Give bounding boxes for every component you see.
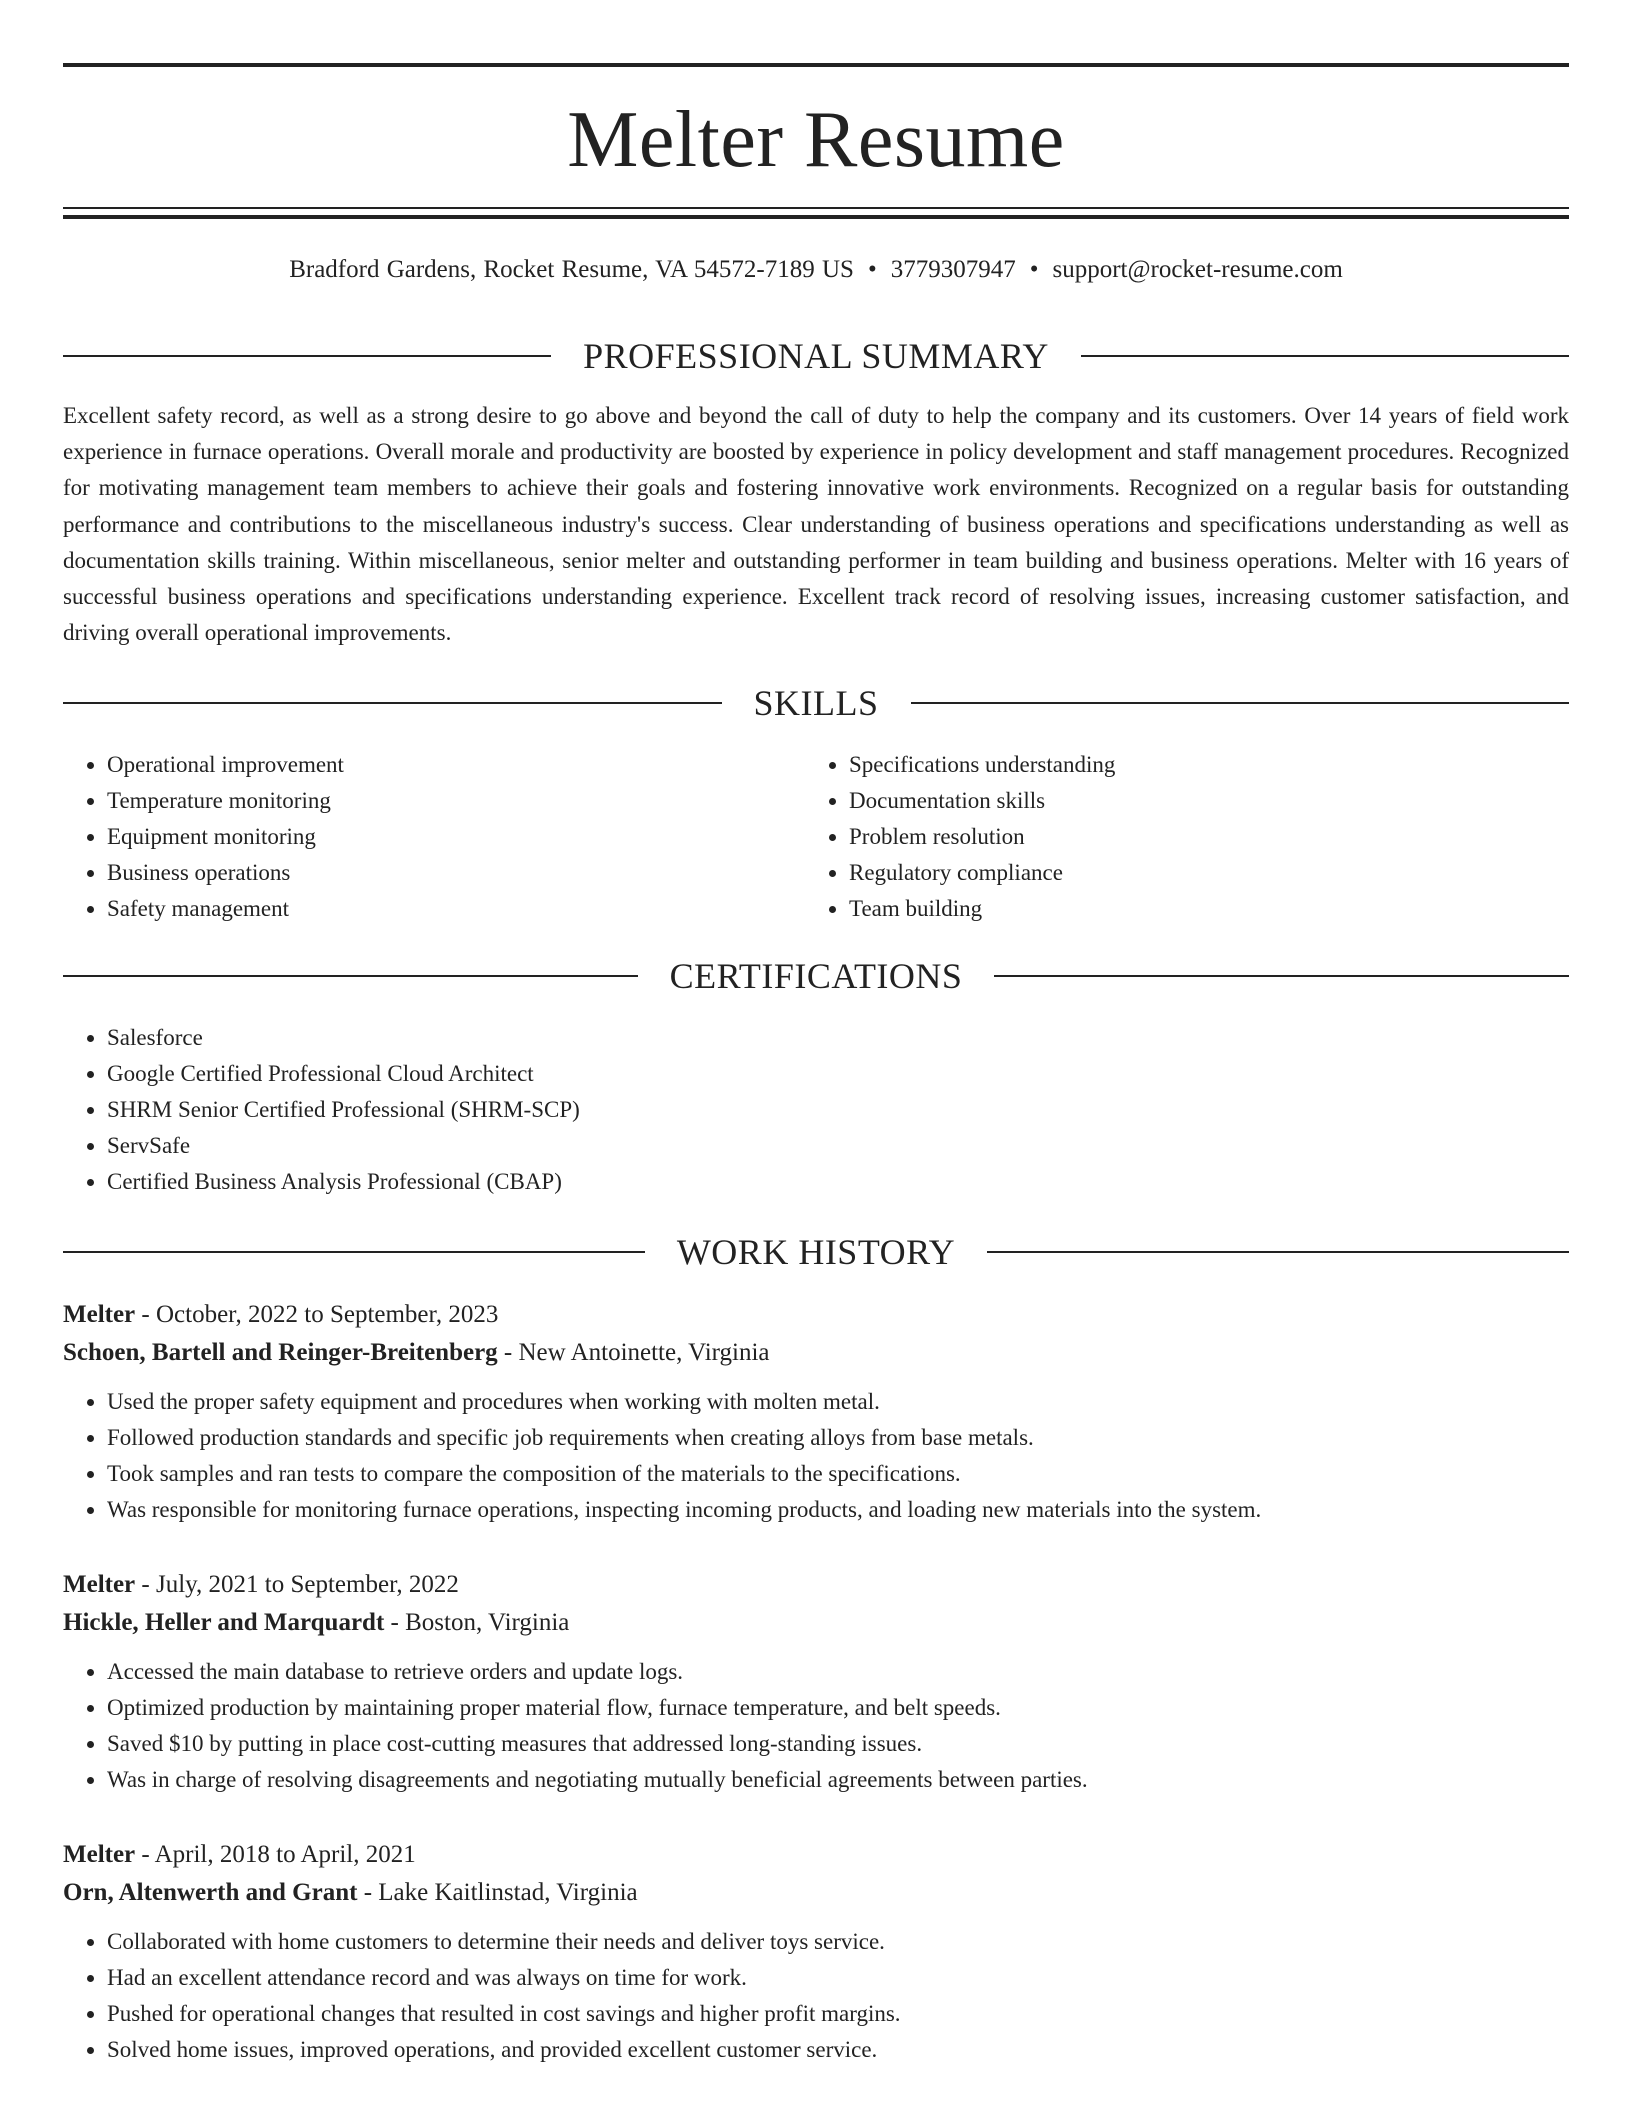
skill-item: • Problem resolution	[849, 819, 1547, 855]
job-duty: • Collaborated with home customers to determine their needs and deliver toys service.	[107, 1924, 1569, 1960]
certification-item: • Google Certified Professional Cloud Architect	[107, 1056, 1569, 1092]
skill-item: • Team building	[849, 891, 1547, 927]
skills-heading	[63, 681, 1569, 725]
job-duty: • Was responsible for monitoring furnace operations, inspecting incoming products, and loading new materials into the system.	[107, 1492, 1569, 1528]
heading-rule-left	[63, 702, 722, 704]
summary-heading-label: PROFESSIONAL SUMMARY	[583, 336, 1049, 376]
job-company: Orn, Altenwerth and Grant	[63, 1879, 358, 1906]
page-title: Melter Resume	[567, 96, 1065, 184]
top-rule	[63, 63, 1569, 67]
contact-separator: •	[1029, 256, 1039, 283]
job-duty: • Followed production standards and specific job requirements when creating alloys from base metals.	[107, 1420, 1569, 1456]
job-title: Melter	[63, 1841, 136, 1868]
skill-item: • Business operations	[107, 855, 805, 891]
heading-rule-right	[911, 702, 1570, 704]
job-title-line	[63, 1566, 1569, 1604]
job-duty: • Accessed the main database to retrieve orders and update logs.	[107, 1654, 1569, 1690]
heading-rule-left	[63, 355, 551, 357]
work-history-heading-label: WORK HISTORY	[676, 1232, 956, 1272]
job-title-line	[63, 1836, 1569, 1874]
skill-item: • Specifications understanding	[849, 747, 1547, 783]
job-duty: • Was in charge of resolving disagreements and negotiating mutually beneficial agreements between parties.	[107, 1762, 1569, 1798]
contact-separator: •	[867, 256, 877, 283]
skill-item: • Documentation skills	[849, 783, 1547, 819]
job-duties	[63, 1654, 1569, 1798]
skills-column-right	[805, 747, 1547, 927]
job-location: - Lake Kaitlinstad, Virginia	[363, 1879, 638, 1906]
skill-item: • Regulatory compliance	[849, 855, 1547, 891]
job-company-line	[63, 1334, 1569, 1372]
heading-rule-left	[63, 1251, 645, 1253]
job-location: - Boston, Virginia	[390, 1609, 570, 1636]
skill-item: • Temperature monitoring	[107, 783, 805, 819]
skill-item: • Safety management	[107, 891, 805, 927]
job-dates: - July, 2021 to September, 2022	[141, 1571, 459, 1598]
skill-item: • Equipment monitoring	[107, 819, 805, 855]
job-title: Melter	[63, 1571, 136, 1598]
heading-rule-left	[63, 975, 638, 977]
contact-address: Bradford Gardens, Rocket Resume, VA 54572-7189 US	[289, 256, 854, 283]
job-entry	[63, 1566, 1569, 1798]
job-entry	[63, 1836, 1569, 2068]
heading-rule-right	[994, 975, 1569, 977]
job-dates: - April, 2018 to April, 2021	[141, 1841, 416, 1868]
skills-column-left	[63, 747, 805, 927]
job-title: Melter	[63, 1301, 136, 1328]
job-title-line	[63, 1296, 1569, 1334]
job-duty: • Solved home issues, improved operations, and provided excellent customer service.	[107, 2032, 1569, 2068]
job-duties	[63, 1384, 1569, 1528]
heading-rule-right	[987, 1251, 1569, 1253]
job-company-line	[63, 1604, 1569, 1642]
skills-list	[63, 747, 1569, 927]
contact-email: support@rocket-resume.com	[1052, 256, 1343, 283]
contact-line	[63, 254, 1569, 286]
job-entry	[63, 1296, 1569, 1528]
certification-item: • Certified Business Analysis Professional (CBAP)	[107, 1164, 1569, 1200]
job-duty: • Took samples and ran tests to compare the composition of the materials to the specifications.	[107, 1456, 1569, 1492]
certifications-list	[63, 1020, 1569, 1200]
summary-text: Excellent safety record, as well as a strong desire to go above and beyond the call of duty to help the company and its customers. Over 14 years of field work experience in furnace operations. Overall morale and productivity are boosted by experience in policy development and staff management procedures. Recognized for motivating management team members to achieve their goals and fostering innovative work environments. Recognized on a regular basis for outstanding performance and contributions to the miscellaneous industry's success. Clear understanding of business operations and specifications understanding as well as documentation skills training. Within miscellaneous, senior melter and outstanding performer in team building and business operations. Melter with 16 years of successful business operations and specifications understanding experience. Excellent track record of resolving issues, increasing customer satisfaction, and driving overall operational improvements.	[63, 403, 1569, 646]
title-double-rule	[63, 207, 1569, 219]
job-company: Schoen, Bartell and Reinger-Breitenberg	[63, 1339, 498, 1366]
job-duty: • Optimized production by maintaining proper material flow, furnace temperature, and belt speeds.	[107, 1690, 1569, 1726]
contact-phone: 3779307947	[890, 256, 1016, 283]
job-duty: • Saved $10 by putting in place cost-cutting measures that addressed long-standing issues.	[107, 1726, 1569, 1762]
job-duties	[63, 1924, 1569, 2068]
summary-heading	[63, 334, 1569, 378]
certification-item: • Salesforce	[107, 1020, 1569, 1056]
job-dates: - October, 2022 to September, 2023	[141, 1301, 499, 1328]
skill-item: • Operational improvement	[107, 747, 805, 783]
job-duty: • Pushed for operational changes that resulted in cost savings and higher profit margins.	[107, 1996, 1569, 2032]
job-company-line	[63, 1874, 1569, 1912]
certifications-heading-label: CERTIFICATIONS	[669, 956, 963, 996]
certification-item: • ServSafe	[107, 1128, 1569, 1164]
work-history-heading	[63, 1230, 1569, 1274]
certifications-heading	[63, 954, 1569, 998]
job-duty: • Used the proper safety equipment and procedures when working with molten metal.	[107, 1384, 1569, 1420]
job-duty: • Had an excellent attendance record and was always on time for work.	[107, 1960, 1569, 1996]
certification-item: • SHRM Senior Certified Professional (SHRM-SCP)	[107, 1092, 1569, 1128]
job-company: Hickle, Heller and Marquardt	[63, 1609, 385, 1636]
job-location: - New Antoinette, Virginia	[503, 1339, 770, 1366]
heading-rule-right	[1081, 355, 1569, 357]
skills-heading-label: SKILLS	[753, 683, 879, 723]
